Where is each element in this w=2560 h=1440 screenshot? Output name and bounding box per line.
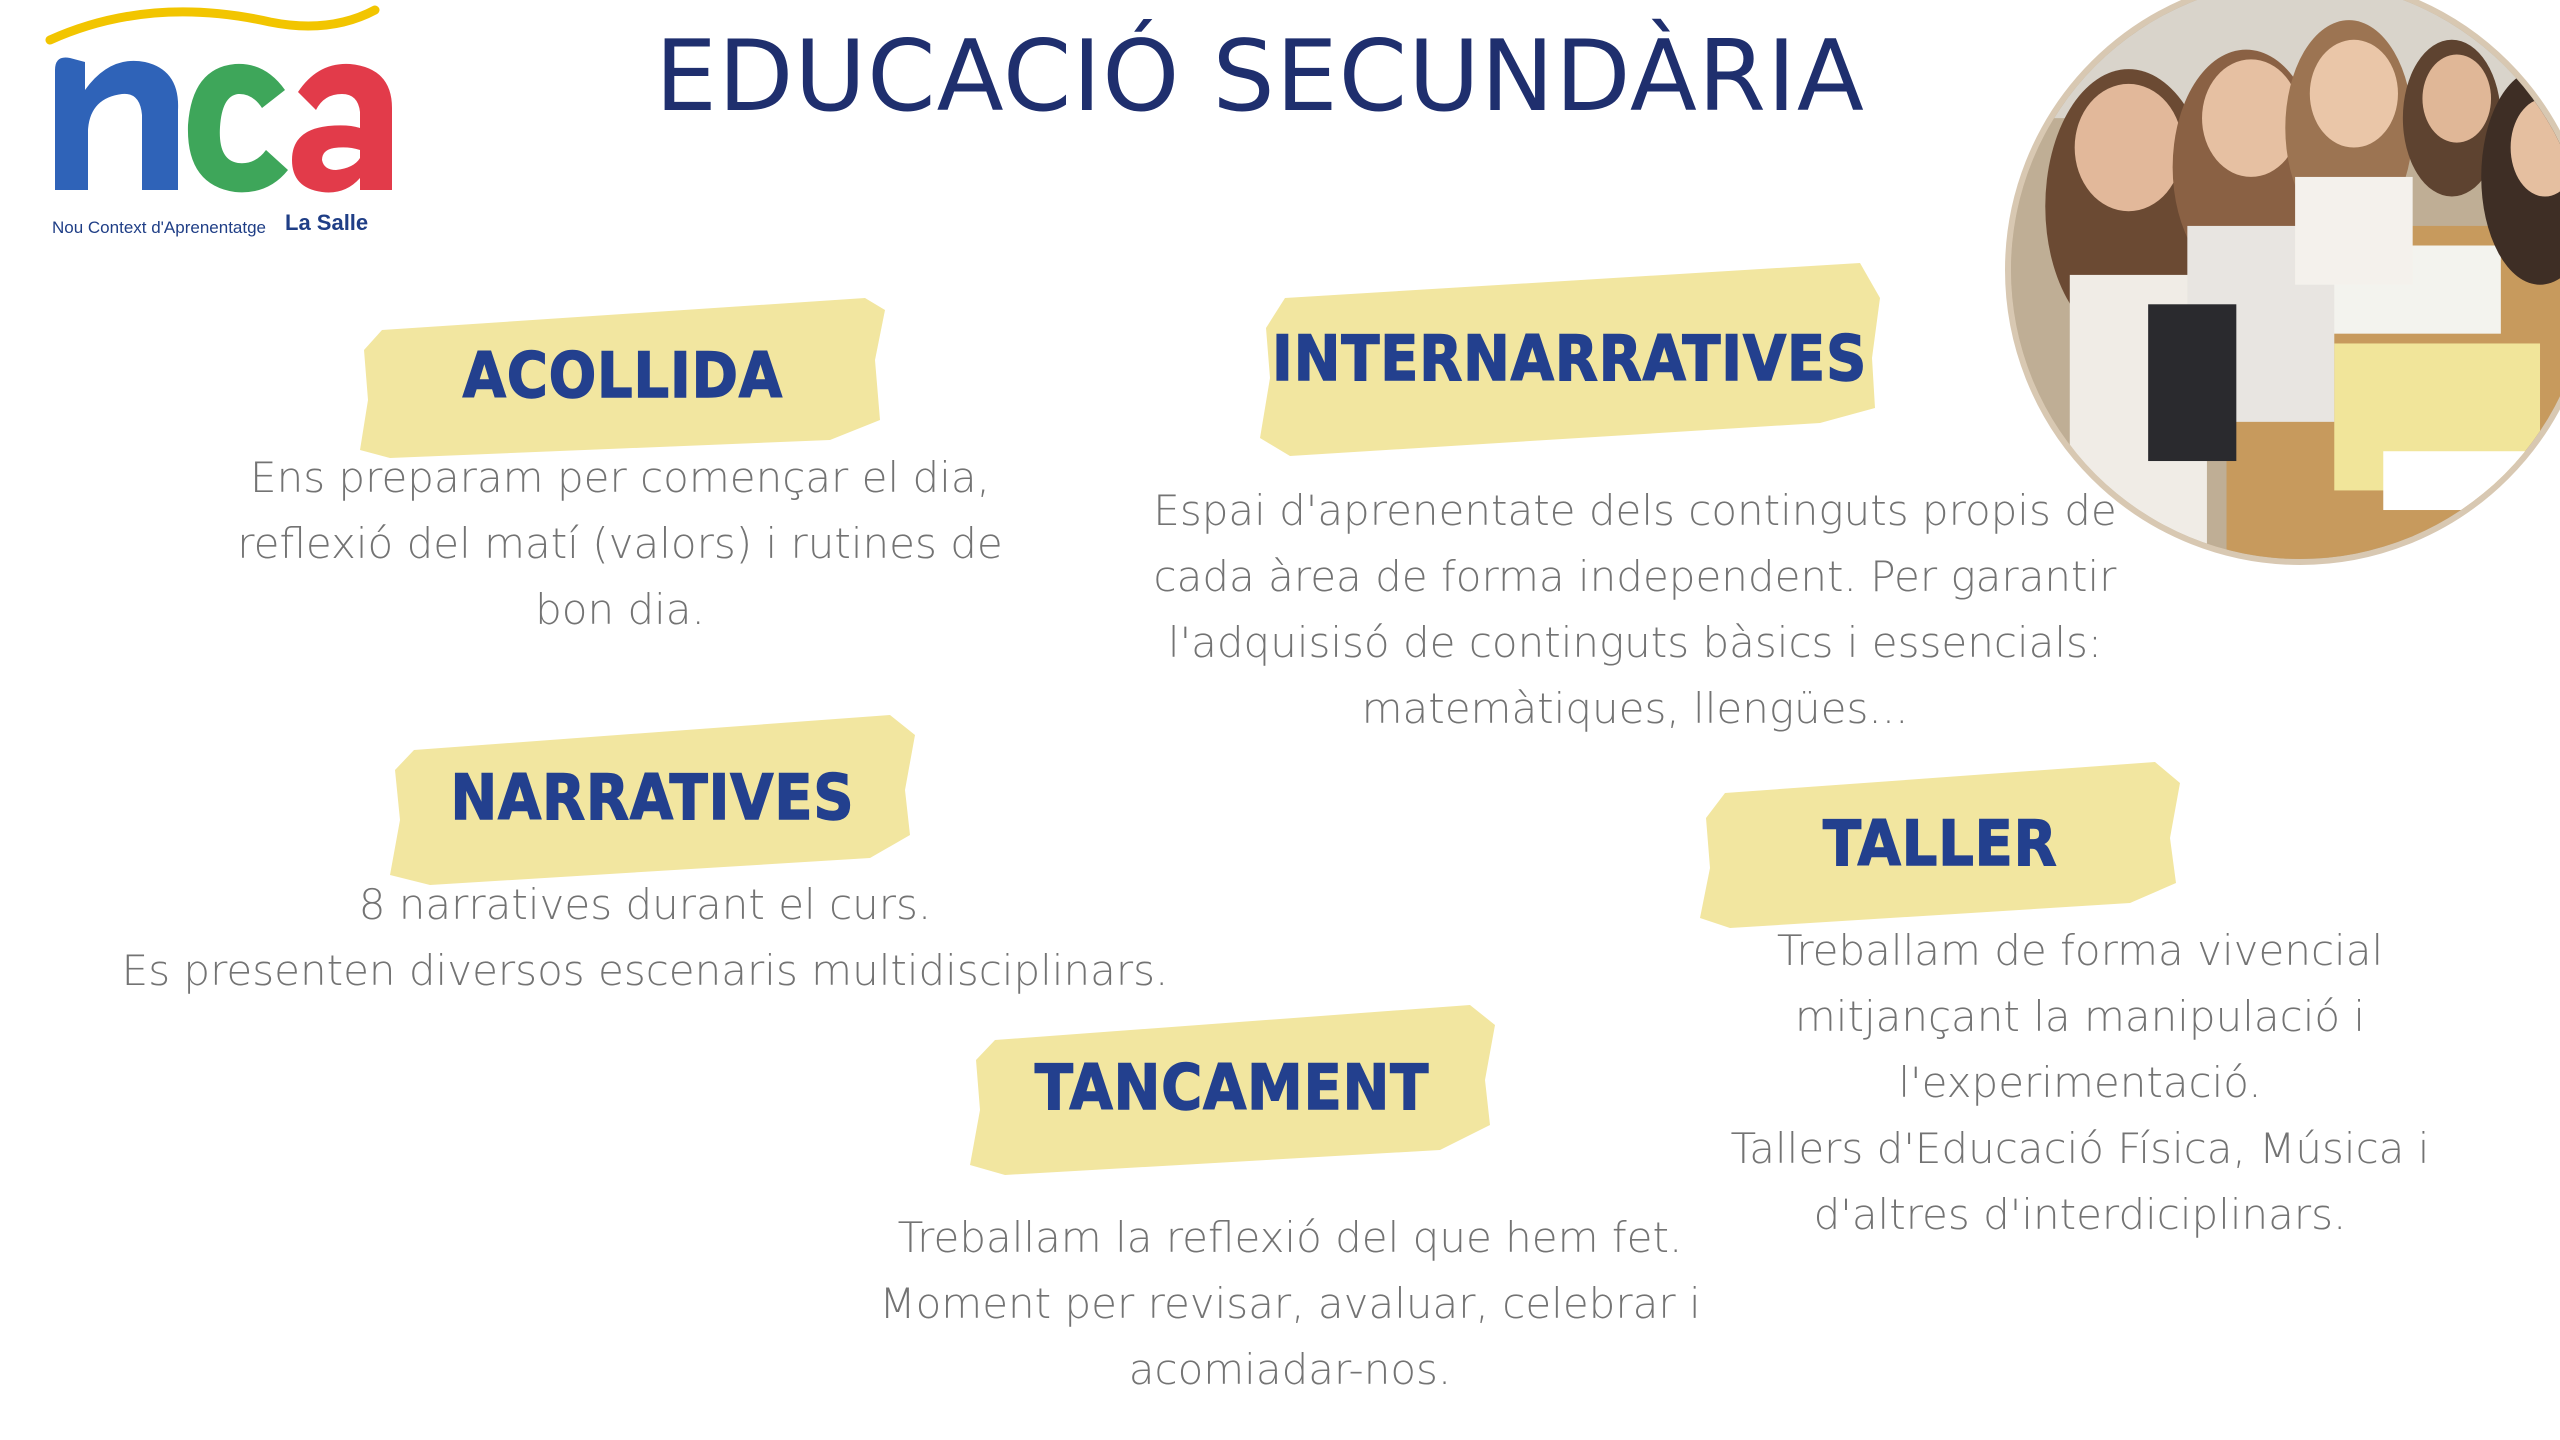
narratives-heading: NARRATIVES — [450, 761, 855, 834]
internarratives-line: l'adquisisó de continguts bàsics i essencials: — [1167, 618, 2103, 667]
narratives-line: Es presenten diversos escenaris multidisciplinars. — [121, 946, 1169, 995]
acollida-line: bon dia. — [535, 585, 705, 634]
narratives-description — [95, 872, 1195, 1004]
taller-line: d'altres d'interdiciplinars. — [1813, 1190, 2347, 1239]
narratives-label — [390, 710, 915, 885]
acollida-line: Ens preparam per començar el dia, — [250, 453, 990, 502]
taller-description — [1700, 918, 2460, 1248]
internarratives-line: Espai d'aprenentate dels continguts propis de — [1153, 486, 2117, 535]
tancament-line: Moment per revisar, avaluar, celebrar i — [879, 1279, 1701, 1328]
acollida-heading: ACOLLIDA — [462, 338, 783, 412]
tancament-description — [860, 1205, 1720, 1403]
taller-line: Tallers d'Educació Física, Música i — [1730, 1124, 2430, 1173]
taller-line: mitjançant la manipulació i — [1794, 992, 2366, 1041]
page-title: EDUCACIÓ SECUNDÀRIA — [655, 20, 1865, 134]
taller-line: Treballam de forma vivencial — [1776, 926, 2384, 975]
acollida-line: reflexió del matí (valors) i rutines de — [237, 519, 1003, 568]
internarratives-line: cada àrea de forma independent. Per garantir — [1153, 552, 2117, 601]
internarratives-line: matemàtiques, llengües... — [1361, 684, 1909, 733]
taller-line: l'experimentació. — [1898, 1058, 2262, 1107]
internarratives-heading: INTERNARRATIVES — [1272, 321, 1868, 395]
narratives-line: 8 narratives durant el curs. — [358, 880, 932, 929]
internarratives-description — [1130, 478, 2140, 742]
tancament-label — [970, 1000, 1495, 1175]
tancament-line: acomiadar-nos. — [1128, 1345, 1452, 1394]
acollida-description — [220, 445, 1020, 643]
students-photo-image — [2011, 0, 2560, 559]
logo-subtitle: Nou Context d'Aprenentatge — [52, 218, 267, 237]
taller-heading: TALLER — [1822, 806, 2058, 880]
la-salle-brand — [285, 210, 368, 236]
acollida-label — [360, 290, 885, 460]
internarratives-label — [1260, 258, 1880, 458]
taller-label — [1700, 758, 2180, 928]
tancament-heading: TANCAMENT — [1035, 1051, 1430, 1124]
tancament-line: Treballam la reflexió del que hem fet. — [897, 1213, 1683, 1262]
la-salle-text: La Salle — [285, 210, 369, 235]
